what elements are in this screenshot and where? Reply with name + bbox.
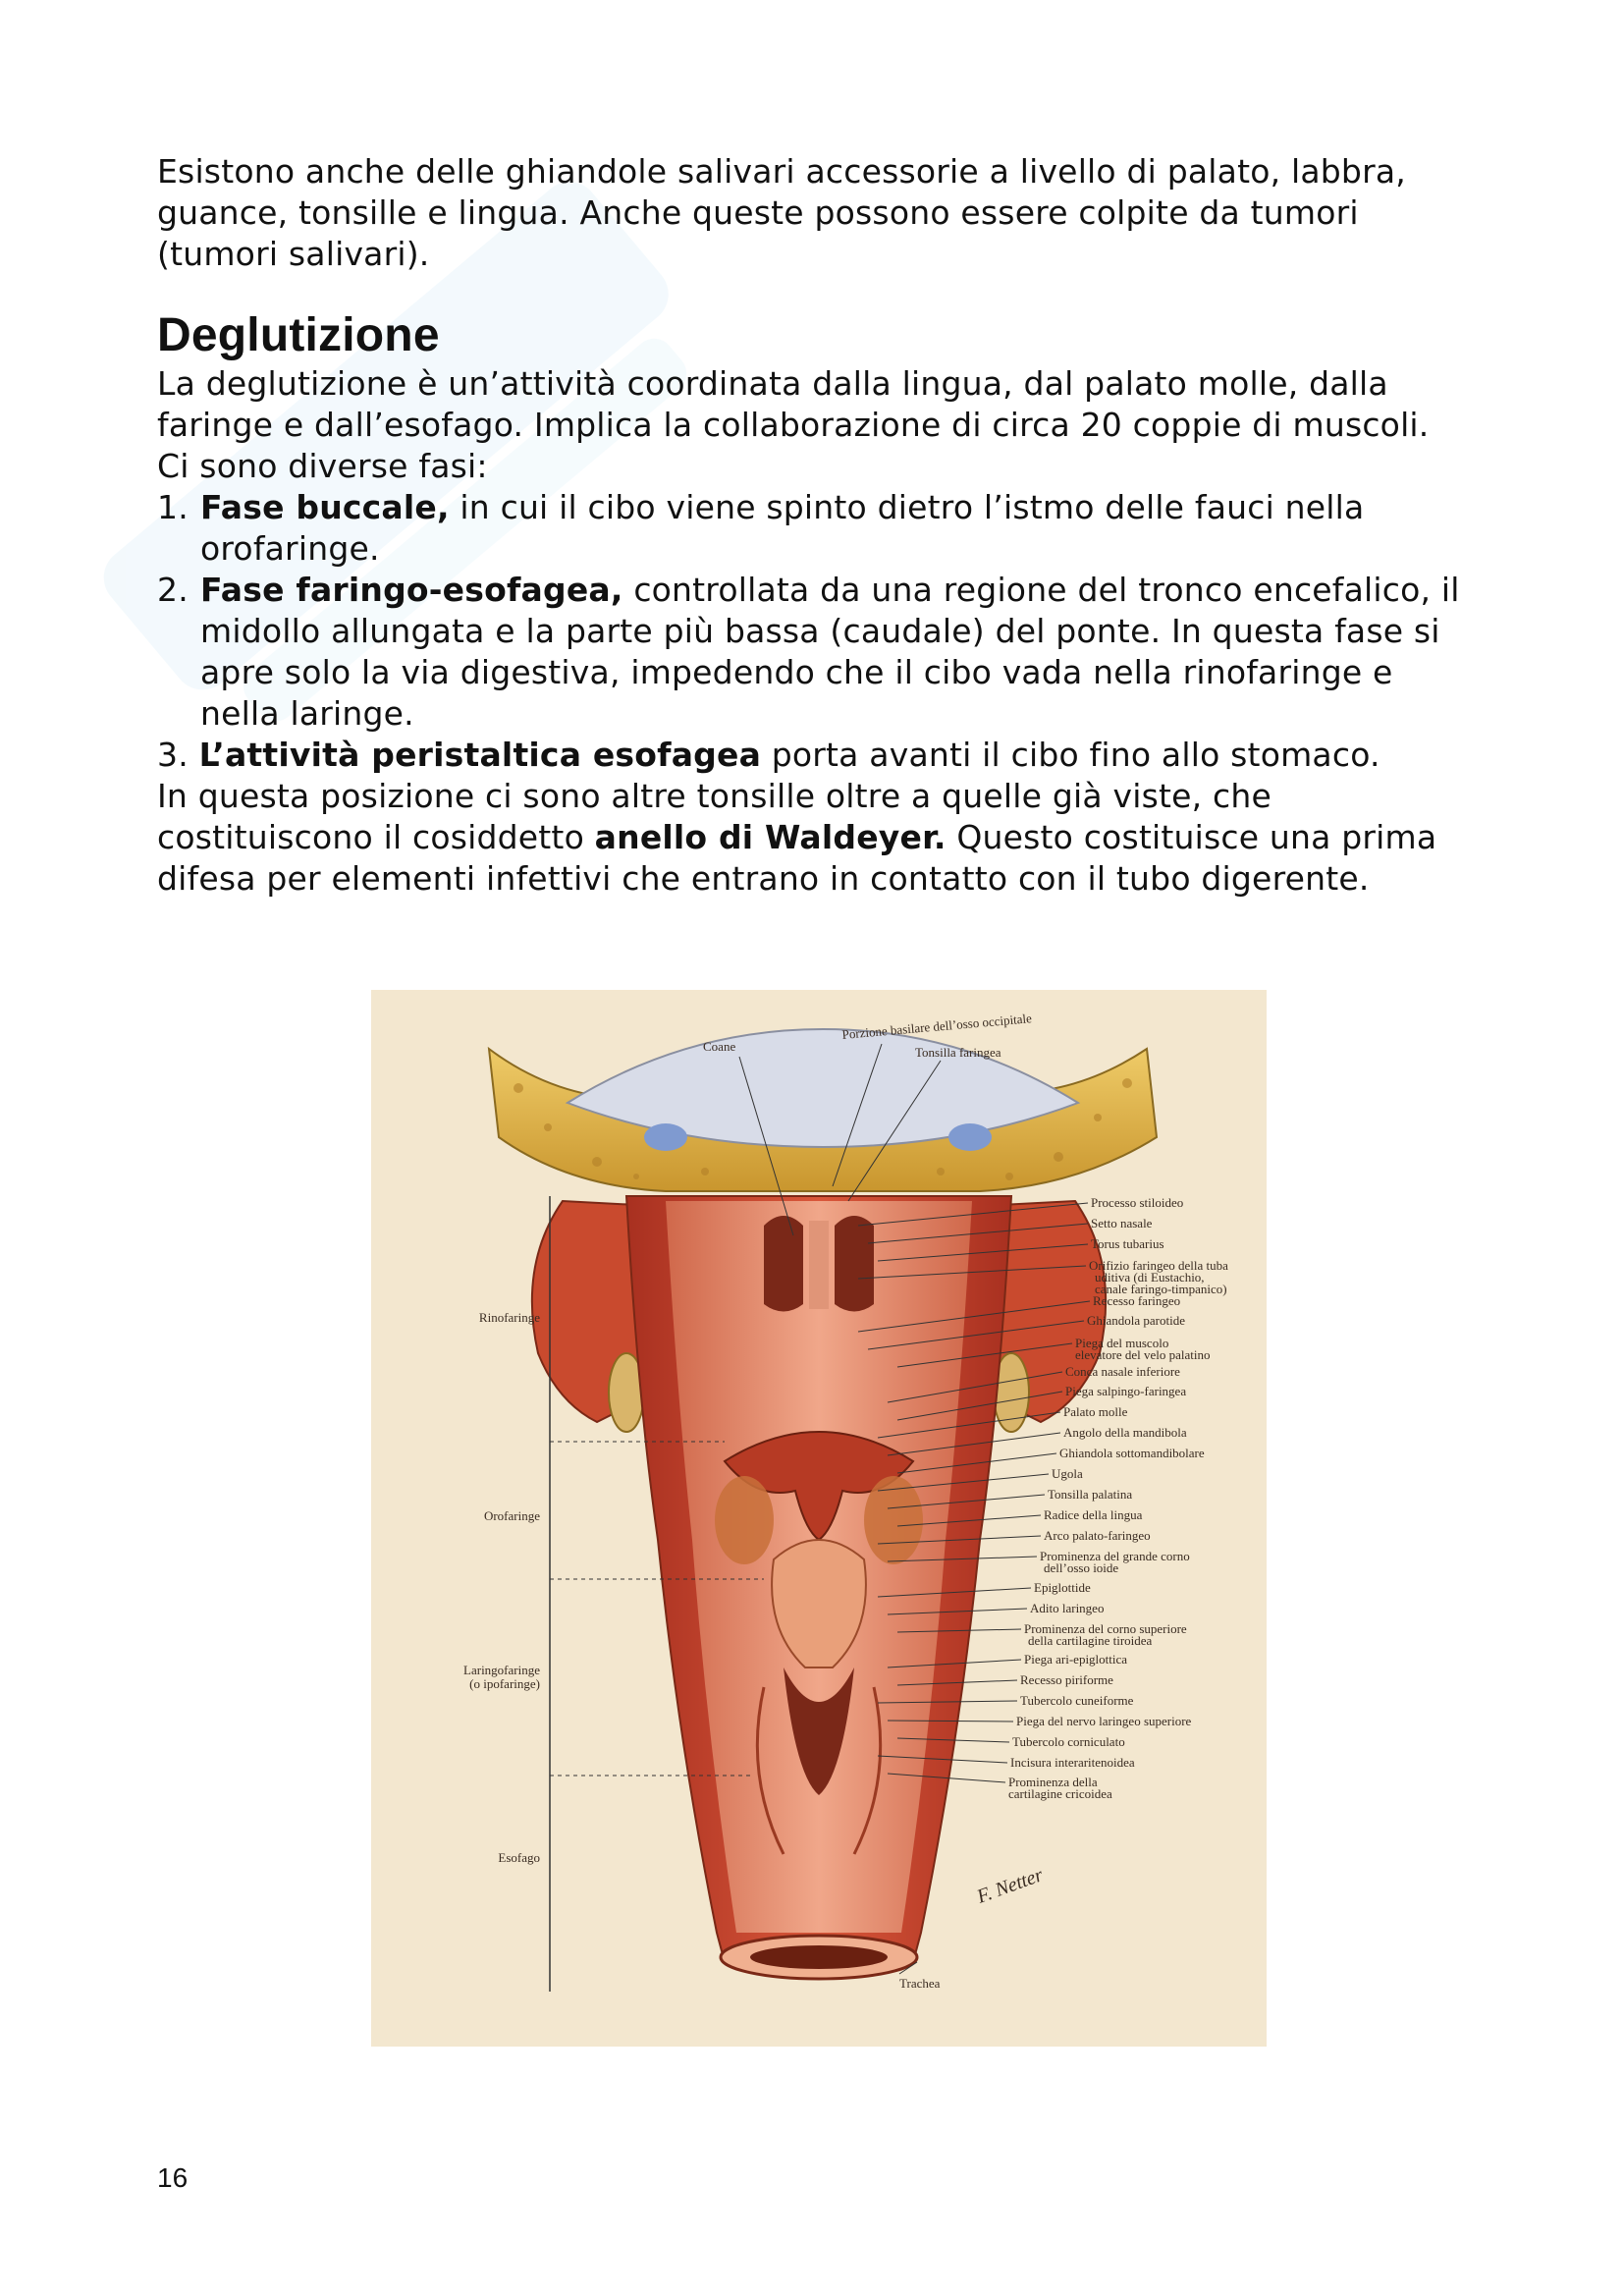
figure-label: Piega salpingo-faringea (1065, 1384, 1187, 1398)
figure-label: Piega ari-epiglottica (1024, 1652, 1128, 1667)
figure-label: Prominenza del corno superiore (1024, 1621, 1187, 1636)
list-item (157, 570, 1473, 735)
label-ipofaringe: (o ipofaringe) (469, 1676, 540, 1691)
phase-title: L’attività peristaltica esofagea (198, 736, 762, 774)
figure-label: elevatore del velo palatino (1075, 1347, 1211, 1362)
figure-label: Tubercolo corniculato (1012, 1734, 1125, 1749)
figure-label: Recesso faringeo (1093, 1293, 1181, 1308)
figure-label: Processo stiloideo (1091, 1195, 1184, 1210)
figure-label: Arco palato-faringeo (1044, 1528, 1151, 1543)
figure-label: della cartilagine tiroidea (1028, 1633, 1153, 1648)
phase-text: in cui il cibo viene spinto dietro l’istmo delle fauci nella orofaringe. (200, 488, 1365, 568)
figure-label: Angolo della mandibola (1063, 1425, 1187, 1440)
page-text (157, 151, 1473, 900)
closing-text-after: Questo costituisce una prima difesa per elementi infettivi che entrano in contatto con il tubo digerente. (157, 818, 1437, 898)
label-trachea: Trachea (899, 1976, 941, 1991)
section-title: Deglutizione (157, 309, 440, 361)
figure-label: Setto nasale (1091, 1216, 1153, 1230)
figure-label: Palato molle (1063, 1404, 1128, 1419)
label-orofaringe: Orofaringe (483, 1508, 540, 1523)
figure-label: uditiva (di Eustachio, (1095, 1270, 1205, 1285)
list-number: 1. (157, 488, 189, 526)
phases-intro: Ci sono diverse fasi: (157, 447, 488, 485)
list-number: 3. (157, 736, 189, 774)
list-number: 2. (157, 571, 189, 609)
figure-label: Torus tubarius (1091, 1236, 1164, 1251)
figure-label: dell’osso ioide (1044, 1560, 1119, 1575)
label-porzione-basilare: Porzione basilare dell’osso occipitale (840, 1011, 1033, 1042)
figure-label: Piega del nervo laringeo superiore (1016, 1714, 1192, 1728)
phase-title: Fase faringo-esofagea, (200, 571, 623, 609)
closing-paragraph (157, 776, 1473, 900)
figure-label: Conca nasale inferiore (1065, 1364, 1180, 1379)
figure-label: Ugola (1052, 1466, 1083, 1481)
pharynx-drawing (371, 990, 1267, 2047)
label-tonsilla-faringea: Tonsilla faringea (915, 1045, 1001, 1060)
phase-title: Fase buccale, (200, 488, 450, 526)
closing-text-before: In questa posizione ci sono altre tonsille oltre a quelle già viste, che costituiscono il cosiddetto (157, 777, 1271, 856)
figure-label: Recesso piriforme (1020, 1672, 1113, 1687)
deglutition-paragraph: La deglutizione è un’attività coordinata dalla lingua, dal palato molle, dalla faringe e dall’esofago. Implica la collaborazione di circa 20 coppie di muscoli. (157, 364, 1430, 444)
figure-label: Adito laringeo (1030, 1601, 1105, 1615)
artist-signature: F. Netter (974, 1864, 1047, 1908)
choanae (764, 1216, 803, 1312)
figure-label: Incisura interaritenoidea (1010, 1755, 1135, 1770)
phase-3-line (157, 735, 1473, 776)
label-esofago: Esofago (498, 1850, 540, 1865)
figure-label: Radice della lingua (1044, 1507, 1143, 1522)
figure-label: Prominenza del grande corno (1040, 1549, 1190, 1563)
figure-label: Tonsilla palatina (1048, 1487, 1133, 1502)
figure-label: canale faringo-timpanico) (1095, 1282, 1227, 1296)
label-rinofaringe: Rinofaringe (478, 1310, 540, 1325)
intro-paragraph: Esistono anche delle ghiandole salivari accessorie a livello di palato, labbra, guance, tonsille e lingua. Anche queste possono essere colpite da tumori (tumori salivari). (157, 152, 1406, 273)
figure-label: Epiglottide (1034, 1580, 1091, 1595)
page-number: 16 (157, 2162, 189, 2193)
figure-label: Ghiandola parotide (1087, 1313, 1185, 1328)
phase-text: controllata da una regione del tronco encefalico, il midollo allungata e la parte più bassa (caudale) del ponte. In questa fase si apre solo la via digestiva, impedendo che il cibo vada nella rinofaringe e nella laringe. (200, 571, 1460, 733)
label-coane: Coane (703, 1039, 736, 1054)
pharynx-illustration (371, 990, 1267, 2047)
figure-label: Piega del muscolo (1075, 1336, 1169, 1350)
figure-label: cartilagine cricoidea (1008, 1786, 1112, 1801)
waldeyer-ring: anello di Waldeyer. (594, 818, 947, 856)
figure-label: Tubercolo cuneiforme (1020, 1693, 1134, 1708)
phases-list (157, 487, 1473, 735)
list-item (157, 487, 1473, 570)
label-laringofaringe: Laringofaringe (463, 1663, 540, 1677)
phase-text: porta avanti il cibo fino allo stomaco. (761, 736, 1380, 774)
figure-label: Prominenza della (1008, 1775, 1098, 1789)
figure-label: Orifizio faringeo della tuba (1089, 1258, 1228, 1273)
figure-label: Ghiandola sottomandibolare (1059, 1446, 1205, 1460)
